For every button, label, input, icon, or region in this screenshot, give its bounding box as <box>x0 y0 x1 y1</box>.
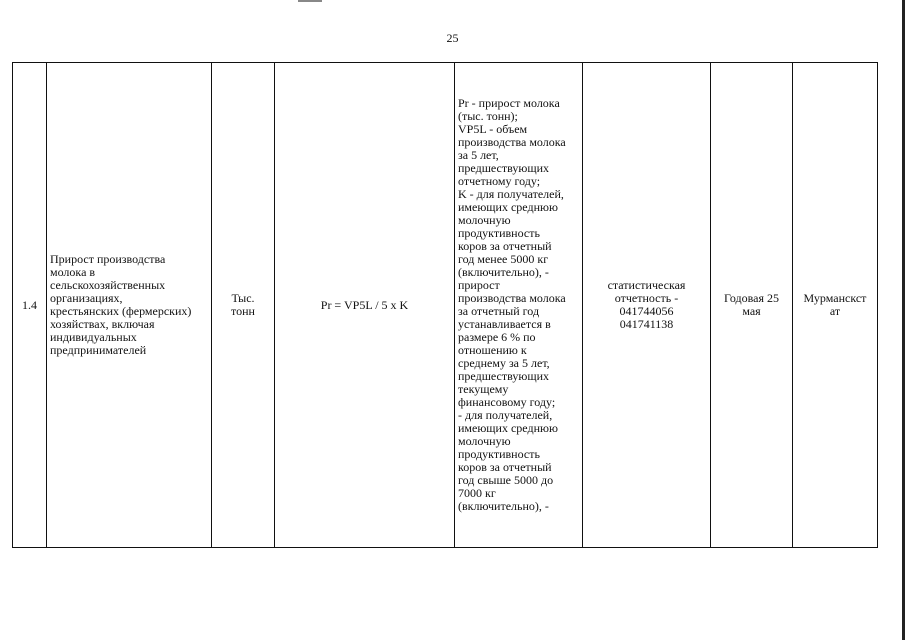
formula-description <box>458 97 579 513</box>
text-line: имеющих среднюю <box>458 421 558 435</box>
text-line: VP5L - объем <box>458 122 528 136</box>
text-line: за отчетный год <box>458 304 540 318</box>
text-line: 041744056 <box>619 304 674 318</box>
indicator-table <box>12 62 878 548</box>
reporting-period <box>714 292 789 318</box>
text-line: прирост <box>458 278 500 292</box>
text-line: 7000 кг <box>458 486 496 500</box>
text-line: производства молока <box>458 135 566 149</box>
data-source <box>586 279 707 331</box>
text-line: отчетному году; <box>458 174 541 188</box>
formula-description-cell <box>455 63 583 548</box>
responsible-organization-cell <box>793 63 878 548</box>
text-line: ат <box>829 304 841 318</box>
page-number: 25 <box>446 31 459 45</box>
text-line: год менее 5000 кг <box>458 252 549 266</box>
indicator-name <box>50 253 208 357</box>
unit-cell <box>212 63 275 548</box>
text-line: продуктивность <box>458 226 540 240</box>
formula: Pr = VP5L / 5 x K <box>320 297 409 312</box>
text-line: текущему <box>458 382 509 396</box>
text-line: молока в <box>50 265 96 279</box>
scan-mark <box>298 0 322 2</box>
text-line: Прирост производства <box>50 252 166 266</box>
text-line: отчетность - <box>614 291 679 305</box>
indicator-name-cell <box>47 63 212 548</box>
row-number-cell <box>13 63 47 548</box>
text-line: среднему за 5 лет, <box>458 356 550 370</box>
text-line: K - для получателей, <box>458 187 564 201</box>
text-line: молочную <box>458 213 511 227</box>
text-line: год свыше 5000 до <box>458 473 554 487</box>
text-line: хозяйствах, включая <box>50 317 155 331</box>
text-line: коров за отчетный <box>458 239 552 253</box>
text-line: Годовая 25 <box>724 291 779 305</box>
text-line: за 5 лет, <box>458 148 499 162</box>
text-line: финансовому году; <box>458 395 556 409</box>
formula-cell <box>275 63 455 548</box>
text-line: Мурманскст <box>803 291 867 305</box>
text-line: сельскохозяйственных <box>50 278 166 292</box>
text-line: 041741138 <box>619 317 674 331</box>
text-line: - для получателей, <box>458 408 553 422</box>
text-line: статистическая <box>607 278 686 292</box>
reporting-period-cell <box>711 63 793 548</box>
text-line: коров за отчетный <box>458 460 552 474</box>
text-line: тонн <box>231 304 255 318</box>
unit <box>215 292 271 318</box>
text-line: продуктивность <box>458 447 540 461</box>
text-line: крестьянских (фермерских) <box>50 304 192 318</box>
data-source-cell <box>583 63 711 548</box>
text-line: организациях, <box>50 291 123 305</box>
text-line: (тыс. тонн); <box>458 109 518 123</box>
text-line: устанавливается в <box>458 317 551 331</box>
text-line: (включительно), - <box>458 265 549 279</box>
table-row <box>13 63 878 548</box>
text-line: молочную <box>458 434 511 448</box>
text-line: производства молока <box>458 291 566 305</box>
text-line: отношению к <box>458 343 527 357</box>
row-number: 1.4 <box>22 297 37 312</box>
text-line: Pr - прирост молока <box>458 96 560 110</box>
responsible-organization <box>796 292 874 318</box>
text-line: мая <box>742 304 761 318</box>
text-line: Тыс. <box>231 291 255 305</box>
text-line: имеющих среднюю <box>458 200 558 214</box>
text-line: предшествующих <box>458 161 550 175</box>
text-line: индивидуальных <box>50 330 137 344</box>
text-line: предпринимателей <box>50 343 147 357</box>
text-line: предшествующих <box>458 369 550 383</box>
text-line: размере 6 % по <box>458 330 536 344</box>
text-line: (включительно), - <box>458 499 549 513</box>
